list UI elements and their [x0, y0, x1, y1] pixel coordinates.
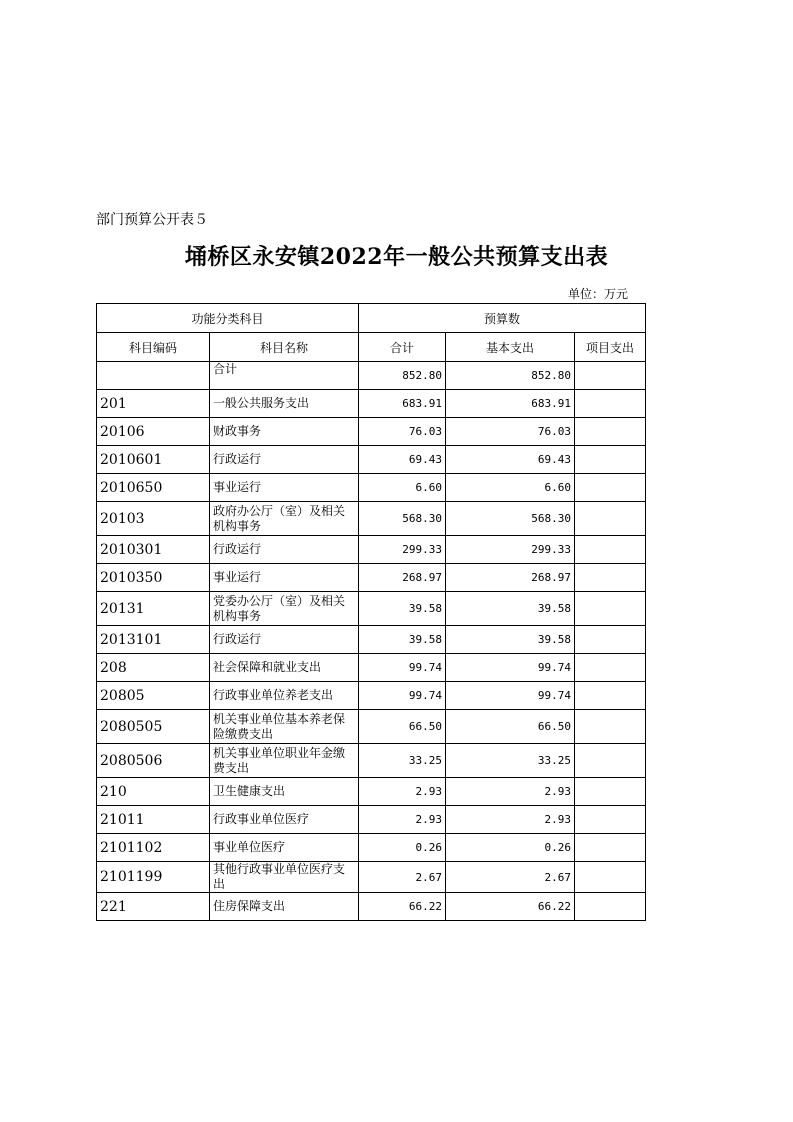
project-expenditure-cell [575, 418, 646, 446]
project-expenditure-cell [575, 744, 646, 778]
basic-expenditure-cell: 299.33 [446, 536, 575, 564]
subject-code-cell: 2013101 [97, 626, 210, 654]
table-body [97, 362, 646, 921]
subject-name-cell: 事业运行 [210, 474, 359, 502]
total-cell: 66.22 [359, 893, 446, 921]
basic-expenditure-cell: 99.74 [446, 654, 575, 682]
project-expenditure-cell [575, 564, 646, 592]
total-cell: 268.97 [359, 564, 446, 592]
subject-name-cell: 政府办公厅（室）及相关机构事务 [210, 502, 359, 536]
table-row [97, 682, 646, 710]
subject-name-cell: 其他行政事业单位医疗支出 [210, 862, 359, 893]
subject-code-cell: 2010650 [97, 474, 210, 502]
total-cell: 852.80 [359, 362, 446, 390]
subject-code-cell: 2101199 [97, 862, 210, 893]
basic-expenditure-cell: 2.67 [446, 862, 575, 893]
basic-expenditure-cell: 6.60 [446, 474, 575, 502]
total-cell: 76.03 [359, 418, 446, 446]
header-subject-name: 科目名称 [210, 333, 359, 362]
project-expenditure-cell [575, 362, 646, 390]
subject-code-cell: 201 [97, 390, 210, 418]
table-row [97, 446, 646, 474]
project-expenditure-cell [575, 592, 646, 626]
project-expenditure-cell [575, 626, 646, 654]
basic-expenditure-cell: 66.22 [446, 893, 575, 921]
header-budget-amount: 预算数 [359, 304, 646, 333]
project-expenditure-cell [575, 536, 646, 564]
subject-name-cell: 机关事业单位职业年金缴费支出 [210, 744, 359, 778]
subject-name-cell: 行政运行 [210, 626, 359, 654]
subject-name-cell: 事业运行 [210, 564, 359, 592]
table-row [97, 893, 646, 921]
subject-name-cell: 合计 [210, 362, 359, 390]
subject-name-cell: 行政事业单位医疗 [210, 806, 359, 834]
subject-name-cell: 财政事务 [210, 418, 359, 446]
page-title: 埇桥区永安镇2022年一般公共预算支出表 [184, 244, 609, 270]
basic-expenditure-cell: 852.80 [446, 362, 575, 390]
subject-code-cell: 21011 [97, 806, 210, 834]
subject-code-cell: 20805 [97, 682, 210, 710]
subject-code-cell: 2010601 [97, 446, 210, 474]
subject-code-cell: 2080506 [97, 744, 210, 778]
table-row [97, 834, 646, 862]
table-row [97, 474, 646, 502]
basic-expenditure-cell: 39.58 [446, 626, 575, 654]
project-expenditure-cell [575, 806, 646, 834]
subject-code-cell: 208 [97, 654, 210, 682]
basic-expenditure-cell: 69.43 [446, 446, 575, 474]
project-expenditure-cell [575, 710, 646, 744]
subject-code-cell [97, 362, 210, 390]
total-cell: 0.26 [359, 834, 446, 862]
subject-code-cell: 20131 [97, 592, 210, 626]
subject-name-cell: 事业单位医疗 [210, 834, 359, 862]
table-row [97, 744, 646, 778]
table-row [97, 778, 646, 806]
basic-expenditure-cell: 2.93 [446, 806, 575, 834]
subject-name-cell: 行政事业单位养老支出 [210, 682, 359, 710]
header-basic-expenditure: 基本支出 [446, 333, 575, 362]
subject-name-cell: 行政运行 [210, 446, 359, 474]
subject-code-cell: 210 [97, 778, 210, 806]
subject-name-cell: 行政运行 [210, 536, 359, 564]
header-project-expenditure: 项目支出 [575, 333, 646, 362]
budget-table [96, 303, 646, 921]
table-row [97, 626, 646, 654]
project-expenditure-cell [575, 834, 646, 862]
total-cell: 39.58 [359, 626, 446, 654]
header-total: 合计 [359, 333, 446, 362]
subject-name-cell: 机关事业单位基本养老保险缴费支出 [210, 710, 359, 744]
unit-label: 单位：万元 [568, 287, 629, 301]
header-subject-code: 科目编码 [97, 333, 210, 362]
project-expenditure-cell [575, 502, 646, 536]
total-cell: 6.60 [359, 474, 446, 502]
total-cell: 568.30 [359, 502, 446, 536]
subject-name-cell: 住房保障支出 [210, 893, 359, 921]
basic-expenditure-cell: 39.58 [446, 592, 575, 626]
subject-name-cell: 卫生健康支出 [210, 778, 359, 806]
table-row [97, 564, 646, 592]
total-cell: 299.33 [359, 536, 446, 564]
total-cell: 2.93 [359, 806, 446, 834]
total-cell: 683.91 [359, 390, 446, 418]
table-row [97, 806, 646, 834]
project-expenditure-cell [575, 682, 646, 710]
table-row [97, 654, 646, 682]
subject-name-cell: 一般公共服务支出 [210, 390, 359, 418]
basic-expenditure-cell: 99.74 [446, 682, 575, 710]
subject-name-cell: 社会保障和就业支出 [210, 654, 359, 682]
subject-code-cell: 20103 [97, 502, 210, 536]
table-row [97, 390, 646, 418]
table-row [97, 710, 646, 744]
project-expenditure-cell [575, 446, 646, 474]
document-label: 部门预算公开表５ [96, 212, 208, 228]
table-row [97, 362, 646, 390]
basic-expenditure-cell: 2.93 [446, 778, 575, 806]
basic-expenditure-cell: 0.26 [446, 834, 575, 862]
project-expenditure-cell [575, 778, 646, 806]
project-expenditure-cell [575, 862, 646, 893]
total-cell: 2.93 [359, 778, 446, 806]
total-cell: 33.25 [359, 744, 446, 778]
table-row [97, 502, 646, 536]
basic-expenditure-cell: 268.97 [446, 564, 575, 592]
subject-code-cell: 2010350 [97, 564, 210, 592]
project-expenditure-cell [575, 893, 646, 921]
total-cell: 99.74 [359, 654, 446, 682]
subject-code-cell: 2101102 [97, 834, 210, 862]
header-function-classification: 功能分类科目 [97, 304, 359, 333]
total-cell: 2.67 [359, 862, 446, 893]
table-row [97, 418, 646, 446]
basic-expenditure-cell: 76.03 [446, 418, 575, 446]
table-row [97, 592, 646, 626]
subject-code-cell: 2080505 [97, 710, 210, 744]
basic-expenditure-cell: 683.91 [446, 390, 575, 418]
total-cell: 69.43 [359, 446, 446, 474]
subject-name-cell: 党委办公厅（室）及相关机构事务 [210, 592, 359, 626]
basic-expenditure-cell: 66.50 [446, 710, 575, 744]
project-expenditure-cell [575, 474, 646, 502]
total-cell: 66.50 [359, 710, 446, 744]
subject-code-cell: 221 [97, 893, 210, 921]
subject-code-cell: 2010301 [97, 536, 210, 564]
table-row [97, 862, 646, 893]
basic-expenditure-cell: 568.30 [446, 502, 575, 536]
project-expenditure-cell [575, 390, 646, 418]
project-expenditure-cell [575, 654, 646, 682]
total-cell: 99.74 [359, 682, 446, 710]
basic-expenditure-cell: 33.25 [446, 744, 575, 778]
subject-code-cell: 20106 [97, 418, 210, 446]
total-cell: 39.58 [359, 592, 446, 626]
table-row [97, 536, 646, 564]
